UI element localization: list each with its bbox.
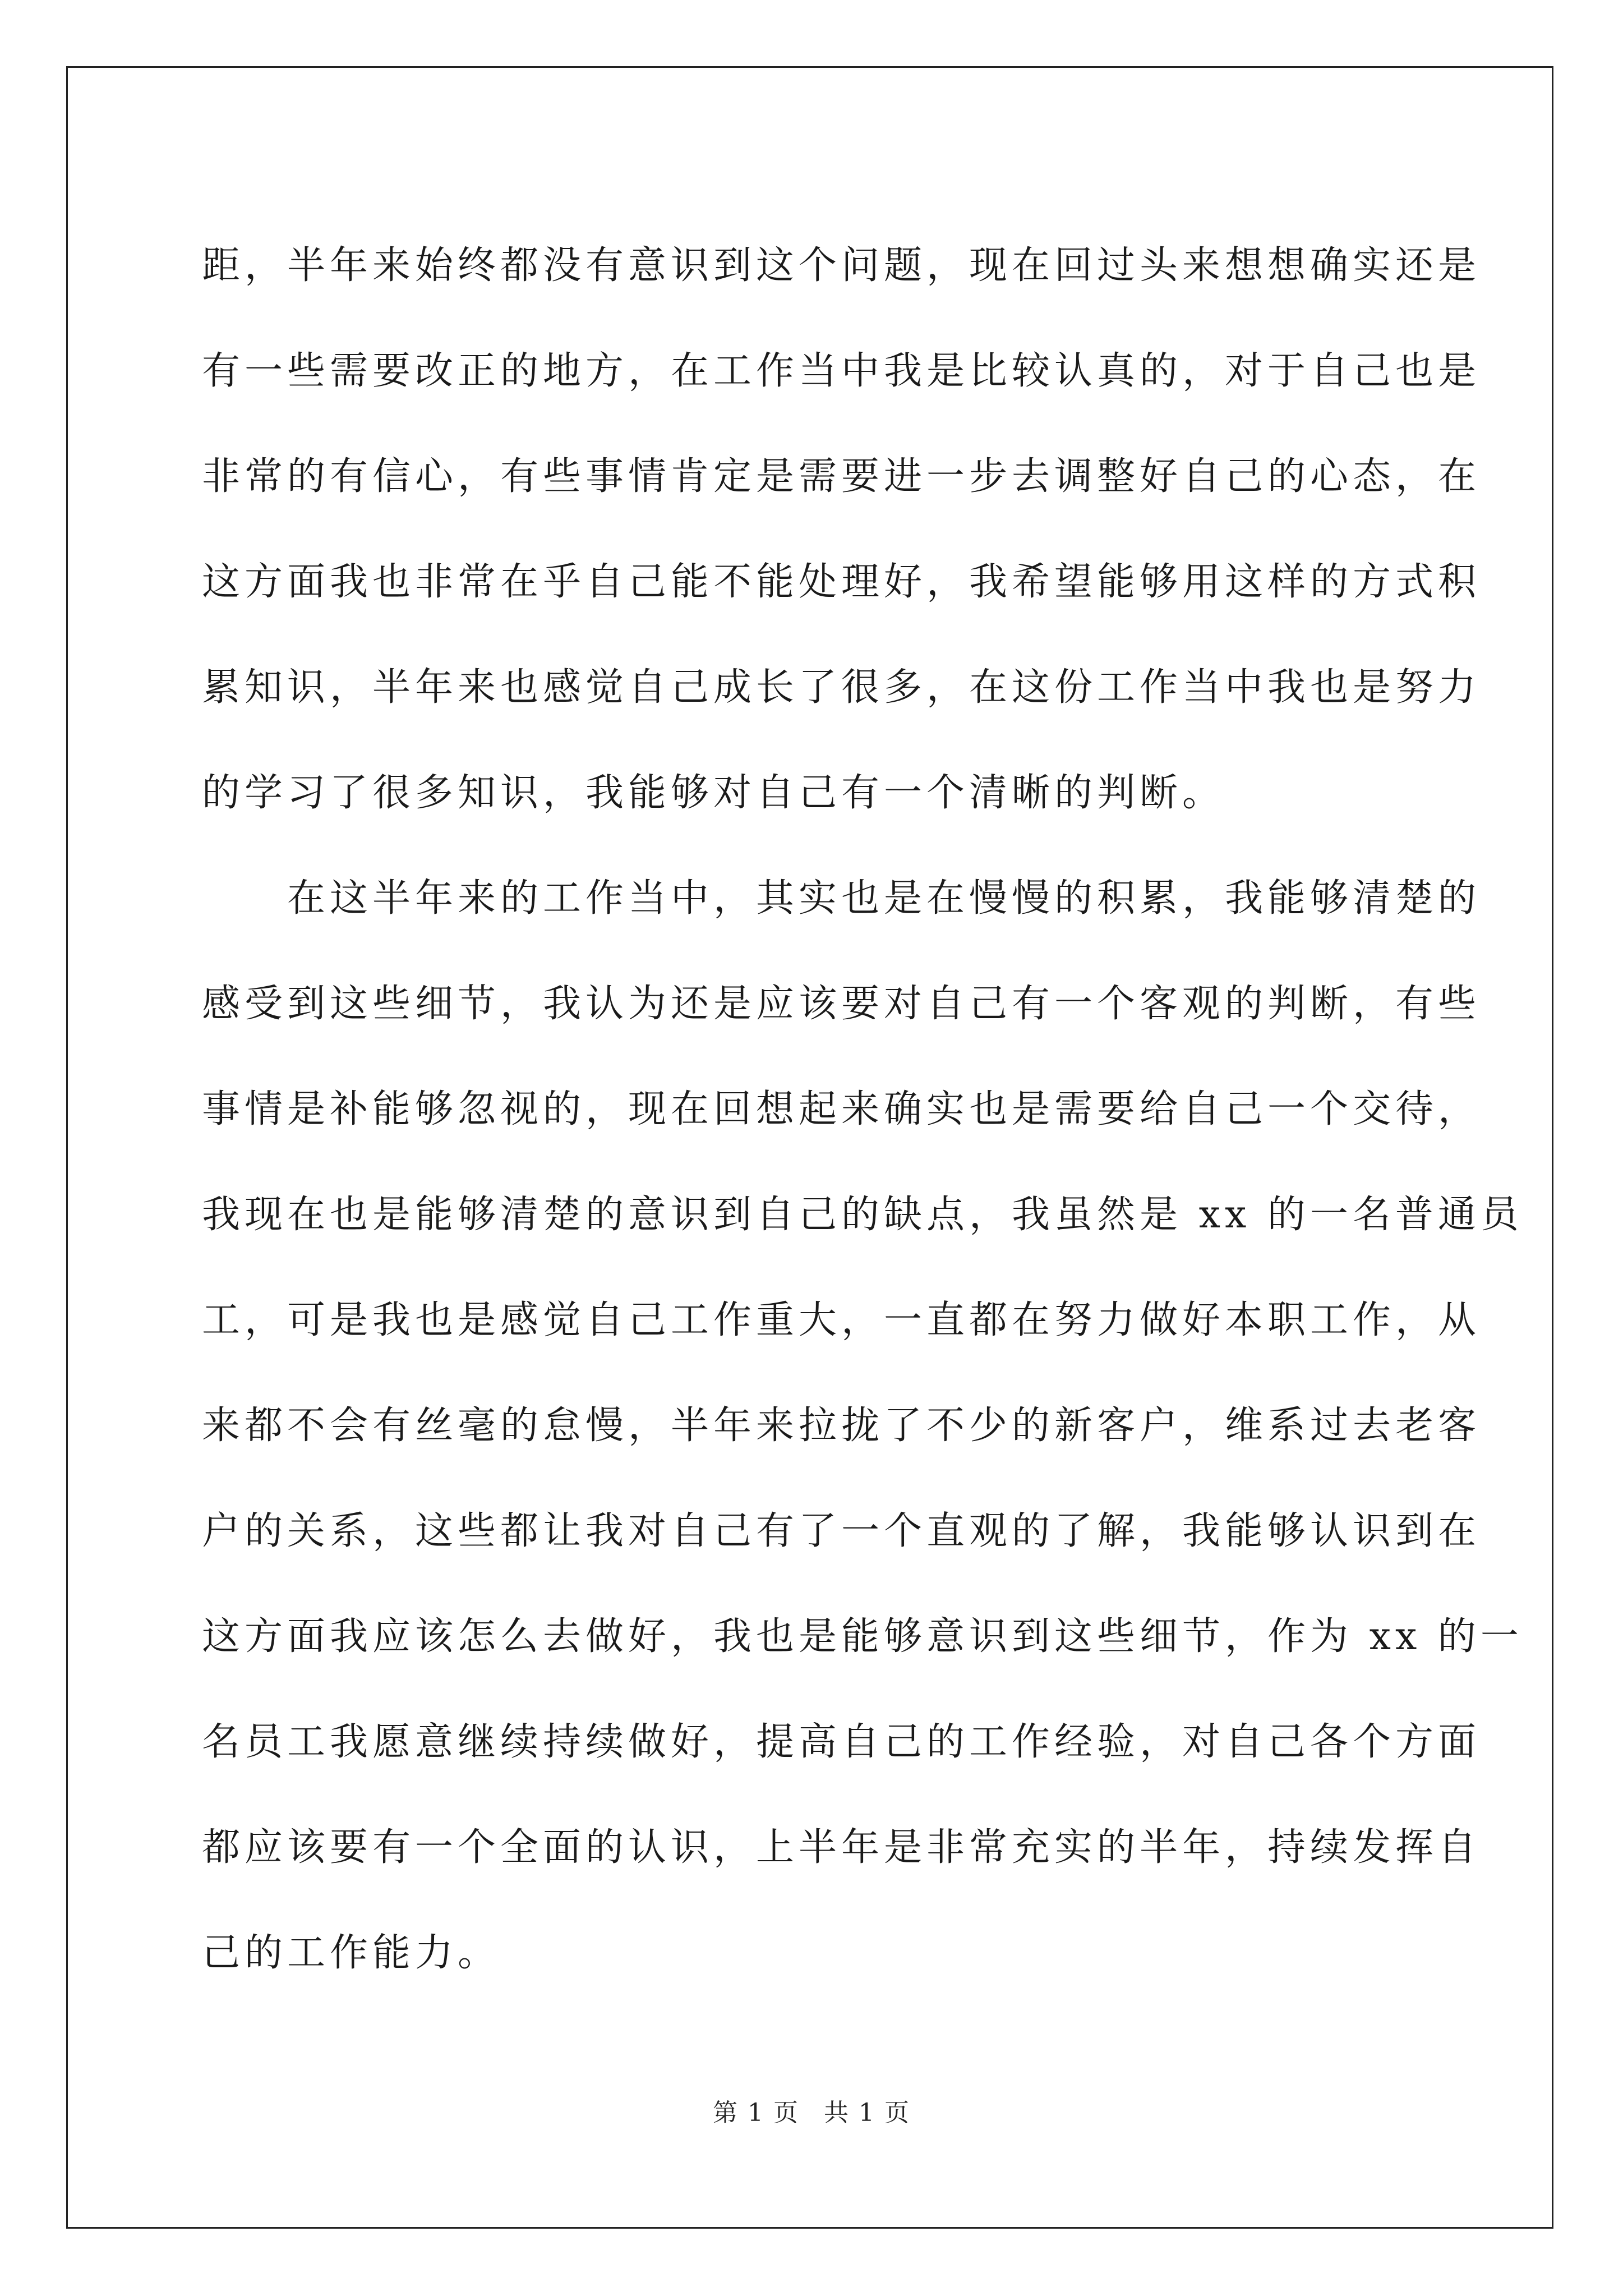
document-body: [202, 213, 1523, 2006]
text-line: 这方面我也非常在乎自己能不能处理好，我希望能够用这样的方式积: [202, 560, 1481, 604]
text-line: 来都不会有丝毫的怠慢，半年来拉拢了不少的新客户，维系过去老客: [202, 1404, 1481, 1448]
text-line: 户的关系，这些都让我对自己有了一个直观的了解，我能够认识到在: [202, 1509, 1481, 1553]
text-line: 己的工作能力。: [202, 1931, 501, 1975]
text-line: 名员工我愿意继续持续做好，提高自己的工作经验，对自己各个方面: [202, 1720, 1481, 1764]
text-line: 事情是补能够忽视的，现在回想起来确实也是需要给自己一个交待，: [202, 1087, 1481, 1131]
page-number: 第 1 页: [713, 2099, 799, 2127]
paragraph-first-line: 在这半年来的工作当中，其实也是在慢慢的积累，我能够清楚的: [287, 876, 1481, 921]
text-line: 我现在也是能够清楚的意识到自己的缺点，我虽然是 xx 的一名普通员: [202, 1193, 1523, 1237]
text-line: 有一些需要改正的地方，在工作当中我是比较认真的，对于自己也是: [202, 349, 1481, 393]
text-line: 距，半年来始终都没有意识到这个问题，现在回过头来想想确实还是: [202, 243, 1481, 288]
text-line: 感受到这些细节，我认为还是应该要对自己有一个客观的判断，有些: [202, 982, 1481, 1026]
text-line: 这方面我应该怎么去做好，我也是能够意识到这些细节，作为 xx 的一: [202, 1614, 1523, 1659]
text-line: 工，可是我也是感觉自己工作重大，一直都在努力做好本职工作，从: [202, 1298, 1481, 1342]
text-line: 非常的有信心，有些事情肯定是需要进一步去调整好自己的心态，在: [202, 454, 1481, 499]
page-total: 共 1 页: [824, 2099, 910, 2127]
text-line: 的学习了很多知识，我能够对自己有一个清晰的判断。: [202, 771, 1225, 815]
text-line: 累知识，半年来也感觉自己成长了很多，在这份工作当中我也是努力: [202, 665, 1481, 710]
page-footer: [0, 2092, 1623, 2128]
text-line: 都应该要有一个全面的认识，上半年是非常充实的半年，持续发挥自: [202, 1825, 1481, 1870]
